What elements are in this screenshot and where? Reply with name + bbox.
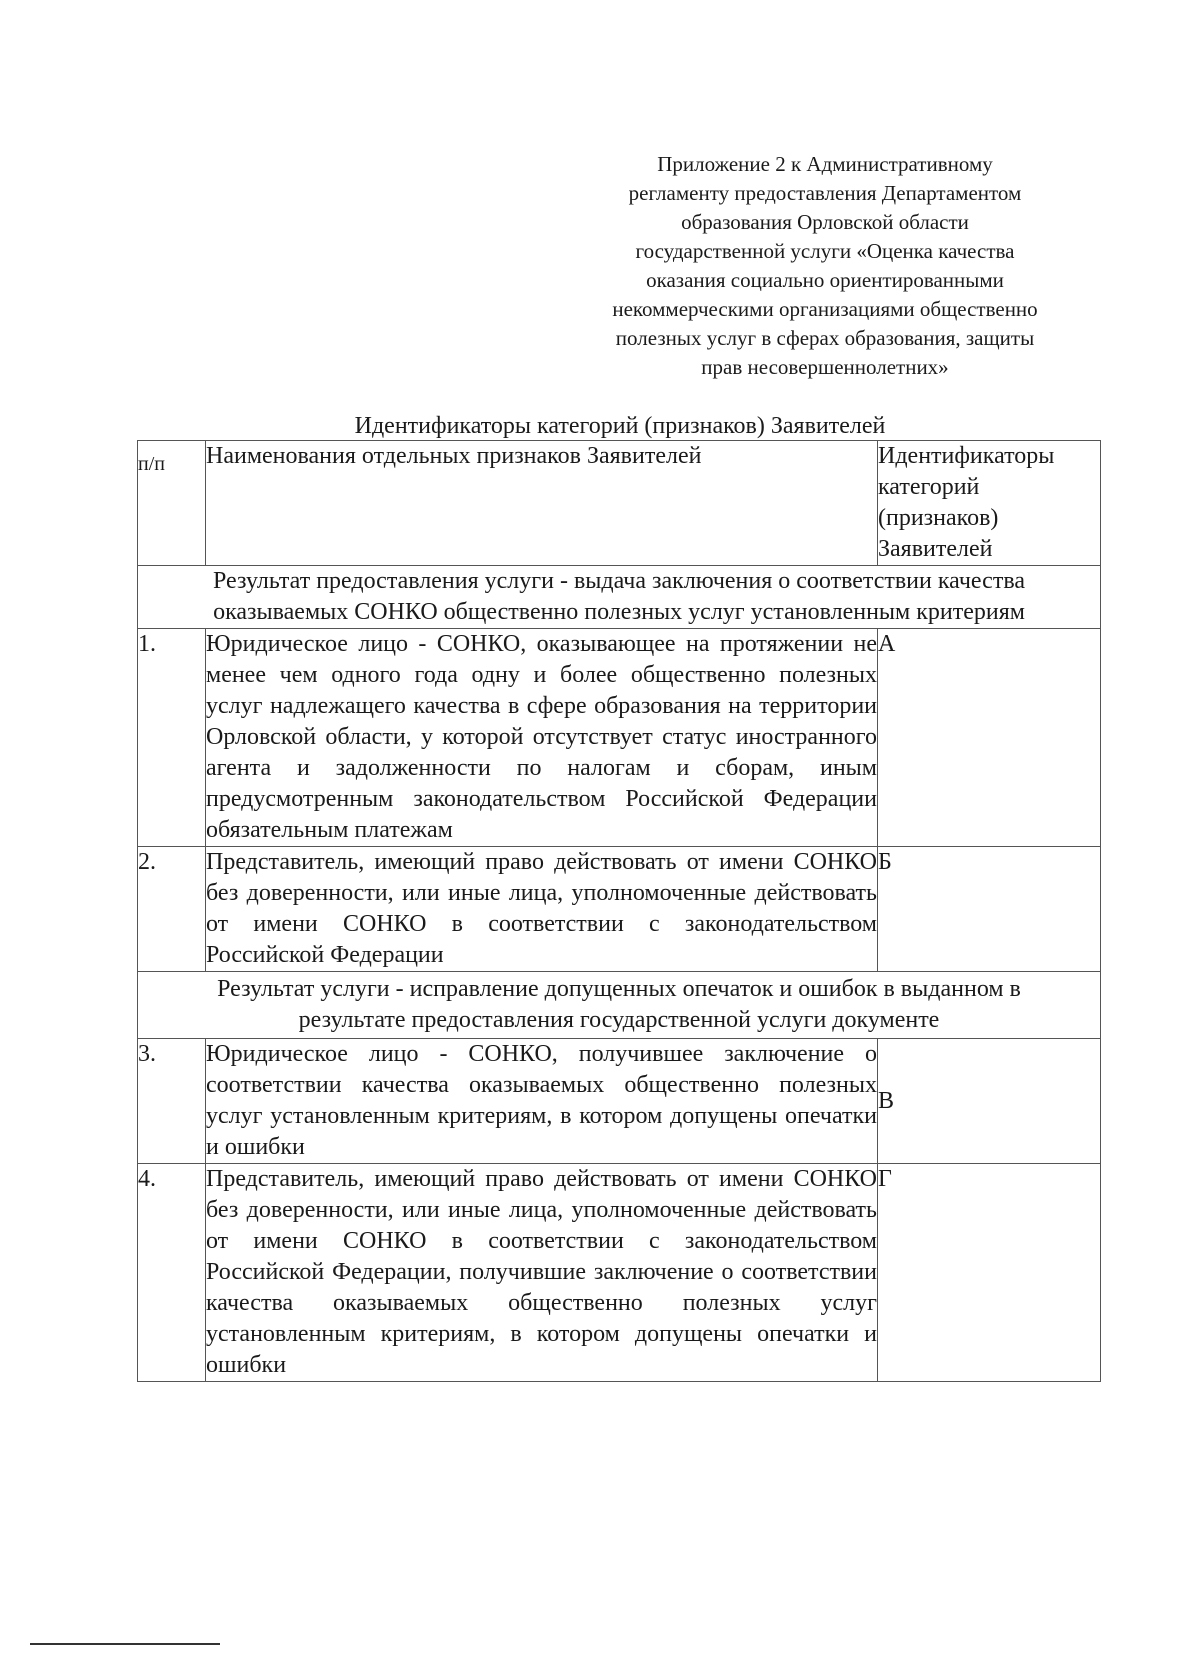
appendix-line: государственной услуги «Оценка качества xyxy=(635,239,1015,263)
row-num: 2. xyxy=(138,847,206,972)
row-text: Представитель, имеющий право действовать от имени СОНКО без доверенности, или иные лица, уполномоченные действовать от имени СОНКО в соответствии с законодательством Российской Федерации xyxy=(206,847,878,972)
header-ident-line: Заявителей xyxy=(878,536,993,562)
row-num: 1. xyxy=(138,629,206,847)
appendix-line: некоммерческими организациями общественно xyxy=(612,297,1038,321)
row-num: 3. xyxy=(138,1039,206,1164)
appendix-line: оказания социально ориентированными xyxy=(646,268,1004,292)
table-row xyxy=(138,1039,1101,1164)
header-ident-line: (признаков) xyxy=(878,505,999,531)
section-title-line: оказываемых СОНКО общественно полезных услуг установленным критериям xyxy=(213,599,1025,625)
table-header-row xyxy=(138,441,1101,566)
row-text: Юридическое лицо - СОНКО, оказывающее на протяжении не менее чем одного года одну и более общественно полезных услуг надлежащего качества в сфере образования на территории Орловской области, у которой отсутствует статус иностранного агента и задолженности по налогам и сборам, иным предусмотренным законодательством Российской Федерации обязательным платежам xyxy=(206,629,878,847)
row-ident: А xyxy=(878,629,1101,847)
row-ident: Б xyxy=(878,847,1101,972)
header-ident xyxy=(878,441,1101,566)
row-num: 4. xyxy=(138,1164,206,1382)
row-ident: В xyxy=(878,1039,1101,1164)
section-title-line: Результат предоставления услуги - выдача заключения о соответствии качества xyxy=(212,568,1025,594)
table-row xyxy=(138,629,1101,847)
footnote-divider xyxy=(30,1643,220,1645)
appendix-line: образования Орловской области xyxy=(681,210,969,234)
section-title-line: результате предоставления государственной услуги документе xyxy=(298,1007,940,1033)
row-text: Юридическое лицо - СОНКО, получившее заключение о соответствии качества оказываемых общественно полезных услуг установленным критериям, в котором допущены опечатки и ошибки xyxy=(206,1039,878,1164)
header-ident-line: Идентификаторы xyxy=(878,443,1055,469)
appendix-line: регламенту предоставления Департаментом xyxy=(628,181,1022,205)
section-row xyxy=(138,566,1101,629)
table-title: Идентификаторы категорий (признаков) Заявителей xyxy=(354,413,886,439)
table-row xyxy=(138,847,1101,972)
header-num: п/п xyxy=(138,441,206,566)
table-row xyxy=(138,1164,1101,1382)
appendix-line: Приложение 2 к Административному xyxy=(657,152,993,176)
section-row xyxy=(138,972,1101,1039)
header-name: Наименования отдельных признаков Заявителей xyxy=(206,441,878,566)
appendix-heading xyxy=(565,150,1085,382)
appendix-line: полезных услуг в сферах образования, защиты xyxy=(615,326,1035,350)
header-ident-line: категорий xyxy=(878,474,980,500)
section-title-line: Результат услуги - исправление допущенных опечаток и ошибок в выданном в xyxy=(217,976,1021,1002)
section-title xyxy=(138,972,1101,1039)
appendix-line: прав несовершеннолетних» xyxy=(701,355,949,379)
section-title xyxy=(138,566,1101,629)
row-ident: Г xyxy=(878,1164,1101,1382)
identifiers-table xyxy=(137,440,1101,1382)
row-text: Представитель, имеющий право действовать от имени СОНКО без доверенности, или иные лица, уполномоченные действовать от имени СОНКО в соответствии с законодательством Российской Федерации, получившие заключение о соответствии качества оказываемых общественно полезных услуг установленным критериям, в котором допущены опечатки и ошибки xyxy=(206,1164,878,1382)
